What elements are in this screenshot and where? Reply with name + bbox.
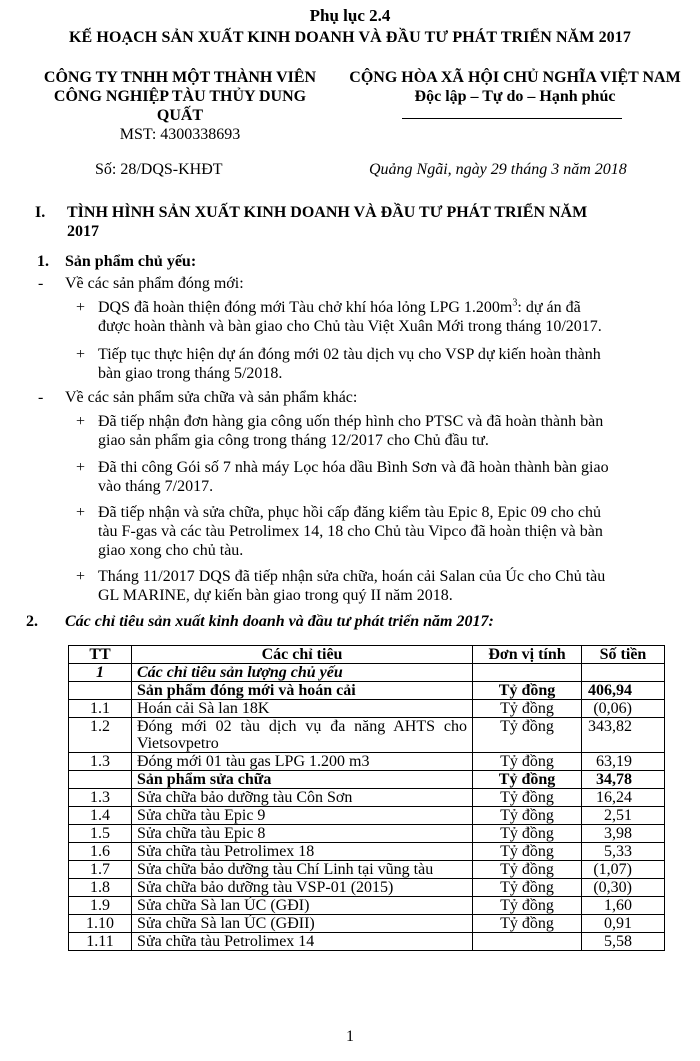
- section-title: [67, 203, 667, 241]
- list-item-text: được hoàn thành và bàn giao cho Chủ tàu Việt Xuân Mới trong tháng 10/2017.: [98, 318, 602, 335]
- subsection-title: Các chỉ tiêu sản xuất kinh doanh và đầu tư phát triển năm 2017:: [65, 613, 494, 630]
- table-row: [69, 933, 665, 951]
- cell-tt: 1.7: [69, 861, 132, 879]
- cell-tt: [69, 682, 132, 700]
- header-indicator: Các chỉ tiêu: [132, 646, 473, 664]
- header-tt: TT: [69, 646, 132, 664]
- table-header-row: [69, 646, 665, 664]
- table-body: [69, 664, 665, 951]
- cell-indicator: Sửa chữa tàu Petrolimex 18: [132, 843, 473, 861]
- section-title-line1: TÌNH HÌNH SẢN XUẤT KINH DOANH VÀ ĐẦU TƯ PHÁT TRIỂN NĂM: [67, 204, 588, 221]
- document-title: KẾ HOẠCH SẢN XUẤT KINH DOANH VÀ ĐẦU TƯ PHÁT TRIỂN NĂM 2017: [68, 29, 631, 46]
- cell-indicator: Đóng mới 02 tàu dịch vụ đa năng AHTS cho Vietsovpetro: [132, 718, 473, 753]
- document-number: Số: 28/DQS-KHĐT: [95, 161, 223, 178]
- list-item-text: Đã tiếp nhận và sửa chữa, phục hồi cấp đăng kiểm tàu Epic 8, Epic 09 cho chủ: [98, 504, 601, 521]
- list-item: Về các sản phẩm đóng mới:: [65, 275, 244, 292]
- cell-unit: Tỷ đồng: [473, 915, 582, 933]
- dash-bullet: -: [38, 275, 44, 292]
- cell-tt: 1.1: [69, 700, 132, 718]
- cell-tt: 1: [69, 664, 132, 682]
- list-item: [98, 298, 668, 336]
- list-item-text: DQS đã hoàn thiện đóng mới Tàu chở khí hóa lỏng LPG 1.200m: [98, 299, 513, 316]
- table-row: [69, 825, 665, 843]
- cell-tt: 1.3: [69, 789, 132, 807]
- cell-amount: (0,30): [582, 879, 665, 897]
- list-item-text: giao xong cho chủ tàu.: [98, 542, 244, 559]
- cell-unit: Tỷ đồng: [473, 753, 582, 771]
- cell-unit: Tỷ đồng: [473, 897, 582, 915]
- cell-indicator: Sửa chữa tàu Epic 8: [132, 825, 473, 843]
- table-row: [69, 915, 665, 933]
- table-row: [69, 771, 665, 789]
- cell-amount: 16,24: [582, 789, 665, 807]
- cell-unit: Tỷ đồng: [473, 700, 582, 718]
- cell-tt: 1.11: [69, 933, 132, 951]
- cell-indicator: Sửa chữa Sà lan ÚC (GĐII): [132, 915, 473, 933]
- plus-bullet: +: [76, 459, 86, 476]
- cell-amount: 34,78: [582, 771, 665, 789]
- list-item-text: Tháng 11/2017 DQS đã tiếp nhận sửa chữa, hoán cải Salan của Úc cho Chủ tàu: [98, 568, 606, 585]
- cell-indicator: Sửa chữa tàu Petrolimex 14: [132, 933, 473, 951]
- nation-name: CỘNG HÒA XÃ HỘI CHỦ NGHĨA VIỆT NAM: [349, 69, 681, 86]
- cell-indicator: Sửa chữa tàu Epic 9: [132, 807, 473, 825]
- dash-bullet: -: [38, 389, 44, 406]
- cell-tt: 1.5: [69, 825, 132, 843]
- plus-bullet: +: [76, 346, 86, 363]
- cell-unit: Tỷ đồng: [473, 807, 582, 825]
- cell-unit: Tỷ đồng: [473, 843, 582, 861]
- list-item-text: GL MARINE, dự kiến bàn giao trong quý II năm 2018.: [98, 587, 453, 604]
- cell-indicator: Sản phẩm đóng mới và hoán cải: [132, 682, 473, 700]
- plus-bullet: +: [76, 568, 86, 585]
- list-item: [98, 503, 668, 560]
- cell-amount: 5,58: [582, 933, 665, 951]
- cell-amount: 343,82: [582, 718, 665, 753]
- list-item: Về các sản phẩm sửa chữa và sản phẩm khác:: [65, 389, 358, 406]
- cell-indicator: Đóng mới 01 tàu gas LPG 1.200 m3: [132, 753, 473, 771]
- list-item-text: Tiếp tục thực hiện dự án đóng mới 02 tàu dịch vụ cho VSP dự kiến hoàn thành: [98, 346, 601, 363]
- cell-amount: (0,06): [582, 700, 665, 718]
- subsection-number: 2.: [26, 613, 38, 630]
- cell-tt: 1.9: [69, 897, 132, 915]
- nation-block: [325, 68, 700, 106]
- table-row: [69, 861, 665, 879]
- table-row: [69, 897, 665, 915]
- motto-underline: [402, 118, 622, 119]
- cell-unit: [473, 933, 582, 951]
- page-number: 1: [346, 1028, 354, 1045]
- table-row: [69, 664, 665, 682]
- list-item-text: vào tháng 7/2017.: [98, 478, 214, 495]
- cell-unit: Tỷ đồng: [473, 879, 582, 897]
- subsection-title: Sản phẩm chủ yếu:: [65, 253, 197, 270]
- table-row: [69, 807, 665, 825]
- cell-amount: 2,51: [582, 807, 665, 825]
- company-name-line2: CÔNG NGHIỆP TÀU THỦY DUNG QUẤT: [53, 88, 307, 124]
- header-unit: Đơn vị tính: [473, 646, 582, 664]
- cell-unit: Tỷ đồng: [473, 718, 582, 753]
- company-block: [30, 68, 330, 144]
- list-item-text: Đã thi công Gói số 7 nhà máy Lọc hóa dầu Bình Sơn và đã hoàn thành bàn giao: [98, 459, 609, 476]
- list-item: [98, 458, 668, 496]
- table-row: [69, 682, 665, 700]
- cell-unit: Tỷ đồng: [473, 771, 582, 789]
- cell-indicator: Sửa chữa bảo dưỡng tàu VSP-01 (2015): [132, 879, 473, 897]
- table-row: [69, 789, 665, 807]
- list-item-text: bàn giao trong tháng 5/2018.: [98, 365, 283, 382]
- list-item: [98, 412, 668, 450]
- appendix-label: Phụ lục 2.4: [309, 6, 391, 25]
- cell-tt: 1.10: [69, 915, 132, 933]
- document-date: Quảng Ngãi, ngày 29 tháng 3 năm 2018: [369, 161, 627, 178]
- cell-indicator: Sửa chữa bảo dưỡng tàu Côn Sơn: [132, 789, 473, 807]
- table-row: [69, 879, 665, 897]
- table-row: [69, 718, 665, 753]
- section-title-line2: 2017: [67, 223, 99, 240]
- table-row: [69, 753, 665, 771]
- list-item: [98, 567, 668, 605]
- cell-tt: 1.3: [69, 753, 132, 771]
- cell-unit: Tỷ đồng: [473, 682, 582, 700]
- cell-amount: 1,60: [582, 897, 665, 915]
- cell-amount: 0,91: [582, 915, 665, 933]
- cell-indicator: Sửa chữa Sà lan ÚC (GĐI): [132, 897, 473, 915]
- list-item: [98, 345, 668, 383]
- company-name-line1: CÔNG TY TNHH MỘT THÀNH VIÊN: [43, 69, 317, 86]
- list-item-text: giao sản phẩm gia công trong tháng 12/2017 cho Chủ đầu tư.: [98, 432, 489, 449]
- plus-bullet: +: [76, 504, 86, 521]
- cell-amount: 406,94: [582, 682, 665, 700]
- cell-tt: [69, 771, 132, 789]
- cell-tt: 1.8: [69, 879, 132, 897]
- cell-amount: (1,07): [582, 861, 665, 879]
- cell-tt: 1.4: [69, 807, 132, 825]
- cell-tt: 1.6: [69, 843, 132, 861]
- cell-amount: 3,98: [582, 825, 665, 843]
- cell-tt: 1.2: [69, 718, 132, 753]
- cell-amount: 63,19: [582, 753, 665, 771]
- section-number: I.: [35, 204, 46, 221]
- cell-indicator: Sản phẩm sửa chữa: [132, 771, 473, 789]
- cell-unit: Tỷ đồng: [473, 825, 582, 843]
- indicators-table: [68, 645, 665, 951]
- cell-indicator: Sửa chữa bảo dưỡng tàu Chí Linh tại vũng tàu: [132, 861, 473, 879]
- superscript: 3: [512, 297, 518, 309]
- list-item-text: tàu F-gas và các tàu Petrolimex 14, 18 cho Chủ tàu Vipco đã hoàn thiện và bàn: [98, 523, 603, 540]
- table-row: [69, 843, 665, 861]
- table-row: [69, 700, 665, 718]
- list-item-text: Đã tiếp nhận đơn hàng gia công uốn thép hình cho PTSC và đã hoàn thành bàn: [98, 413, 604, 430]
- cell-unit: Tỷ đồng: [473, 789, 582, 807]
- cell-unit: [473, 664, 582, 682]
- cell-unit: Tỷ đồng: [473, 861, 582, 879]
- cell-indicator: Các chỉ tiêu sản lượng chủ yếu: [132, 664, 473, 682]
- plus-bullet: +: [76, 299, 86, 316]
- header-amount: Số tiền: [582, 646, 665, 664]
- tax-code: MST: 4300338693: [119, 126, 241, 143]
- cell-indicator: Hoán cải Sà lan 18K: [132, 700, 473, 718]
- cell-amount: [582, 664, 665, 682]
- plus-bullet: +: [76, 413, 86, 430]
- cell-amount: 5,33: [582, 843, 665, 861]
- list-item-text: : dự án đã: [517, 299, 581, 316]
- subsection-number: 1.: [37, 253, 49, 270]
- motto: Độc lập – Tự do – Hạnh phúc: [414, 88, 616, 105]
